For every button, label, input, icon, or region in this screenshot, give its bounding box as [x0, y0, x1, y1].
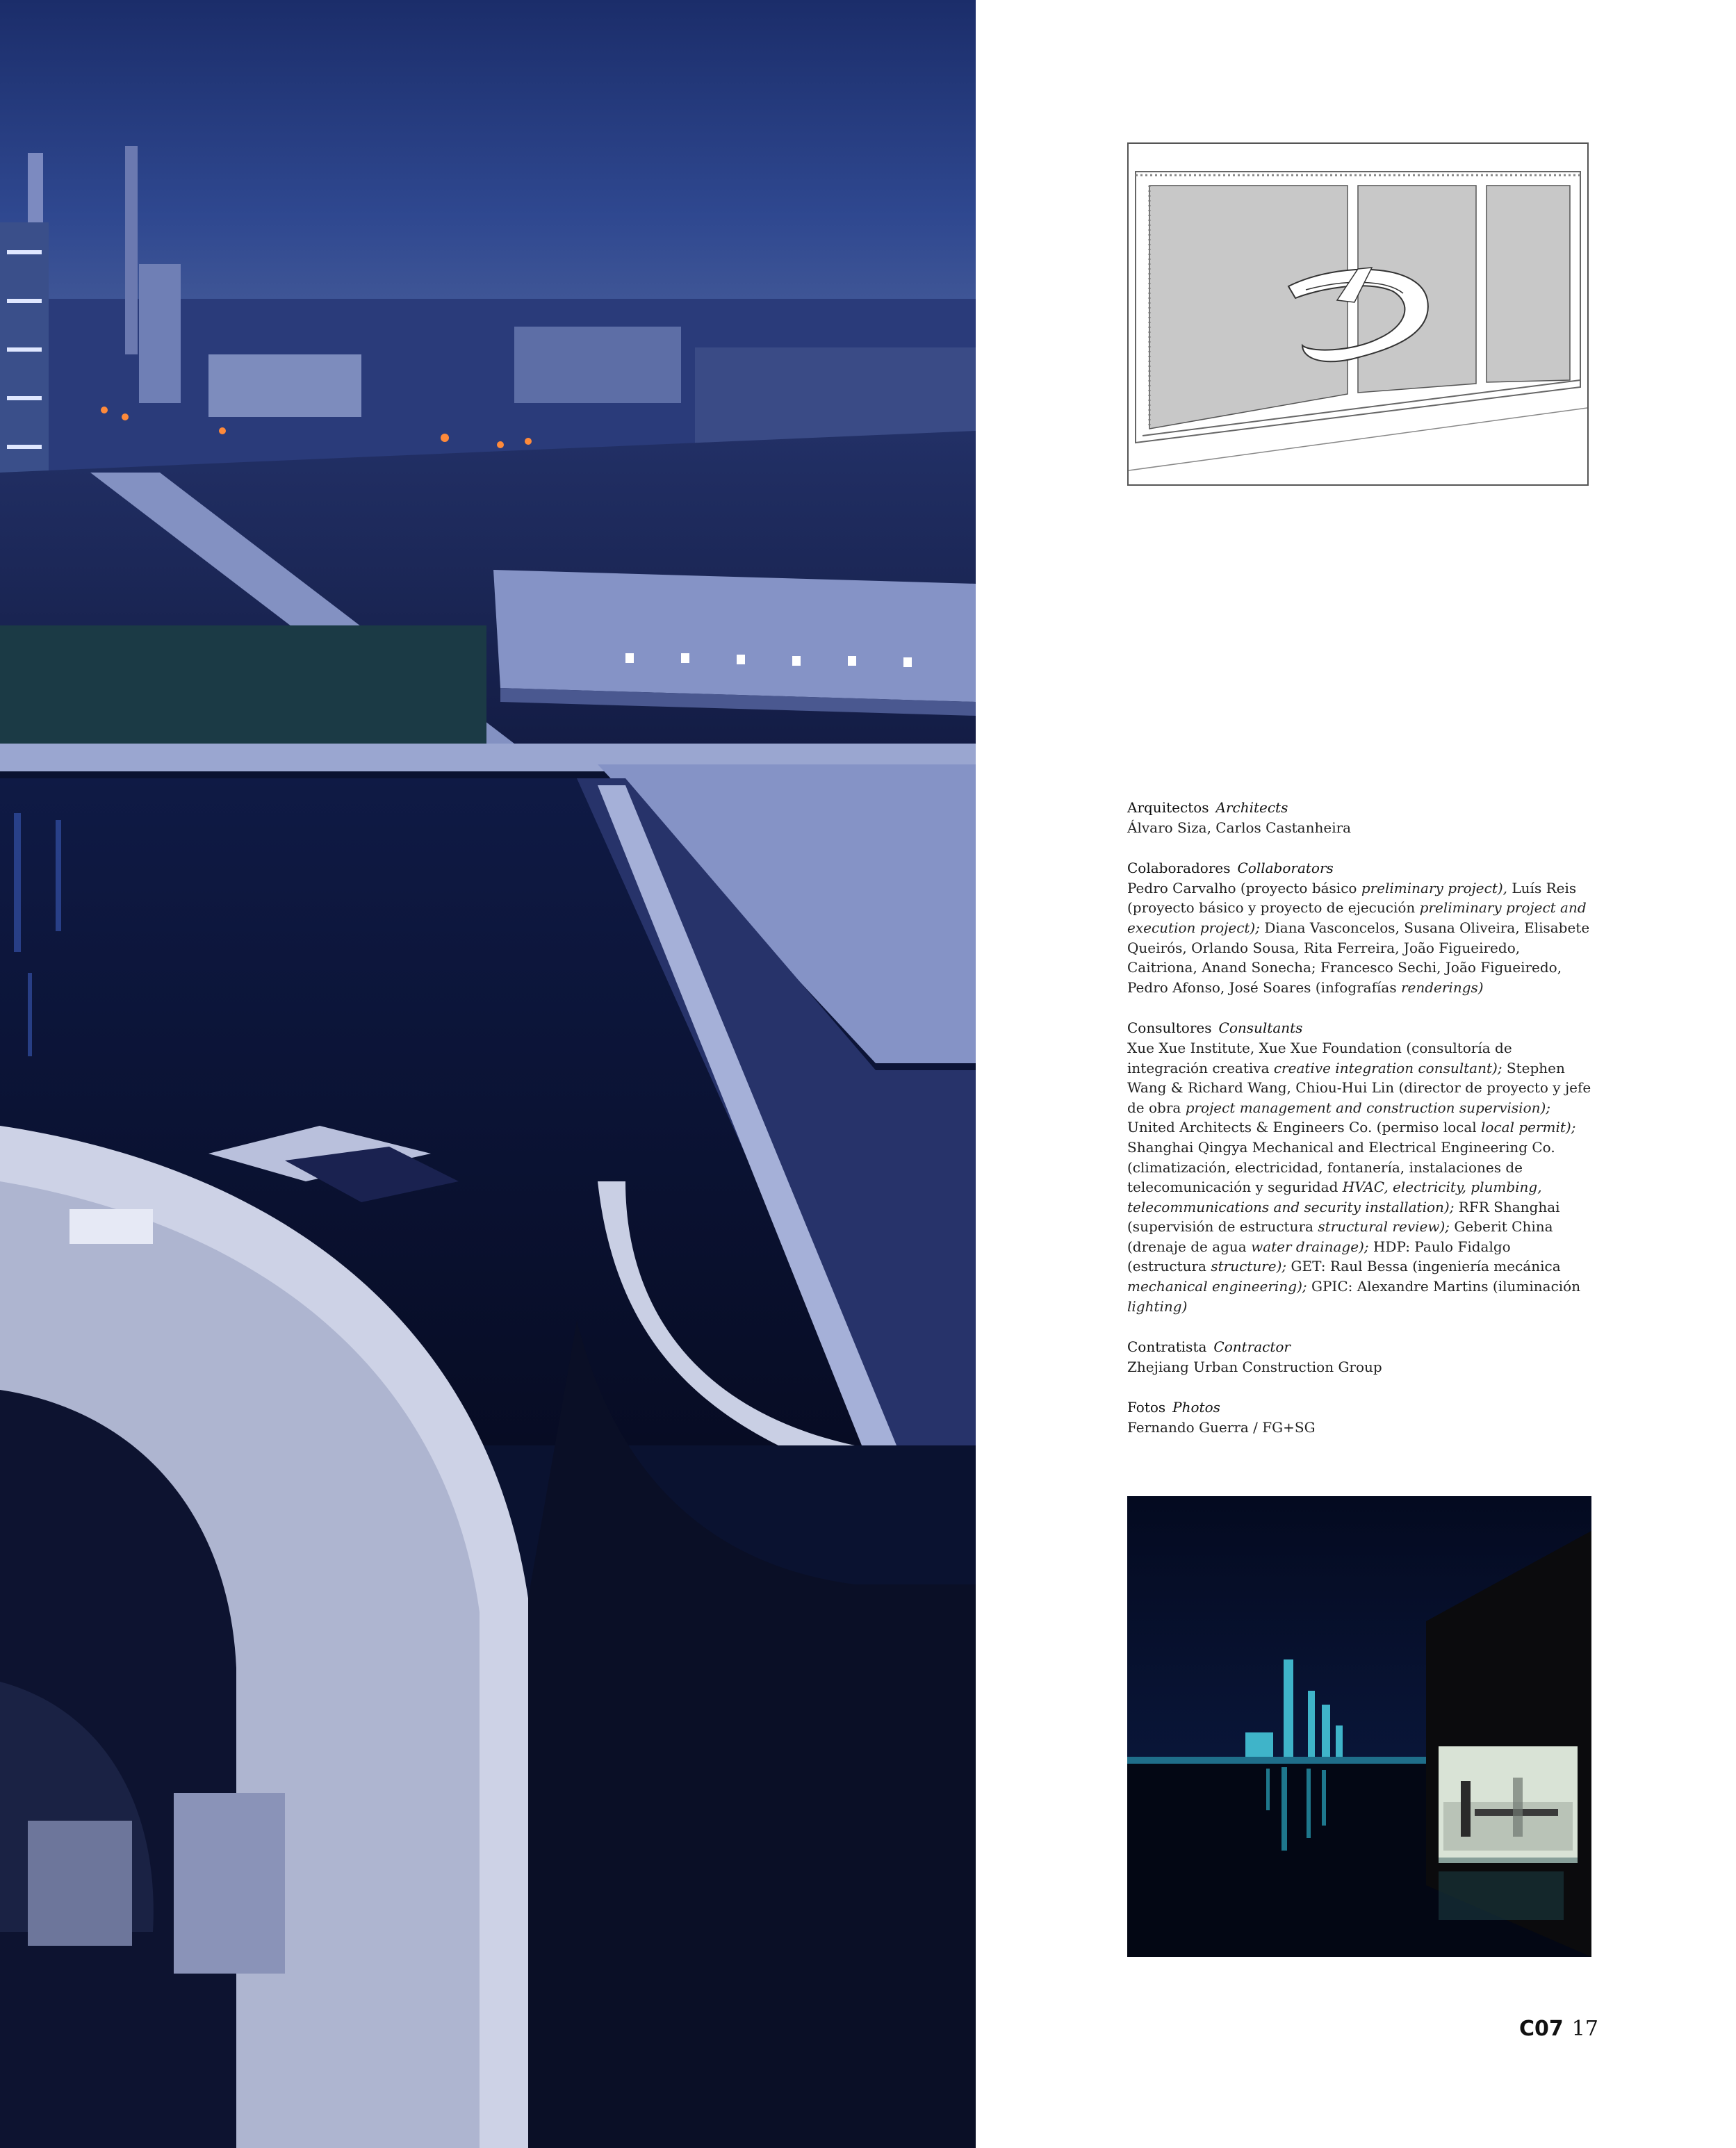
credit-text: HDP: Paulo Fidalgo (estructura: [1127, 1238, 1511, 1275]
credit-text: Shanghai Qingya Mechanical and Electrical Engineering Co. (climatización, electricidad, fontanería, instalaciones de telecomunicación y seguridad: [1127, 1138, 1555, 1196]
credit-body: [1127, 1038, 1593, 1316]
credit-body: Fernando Guerra / FG+SG: [1127, 1419, 1316, 1436]
title-en: Consultants: [1218, 1019, 1303, 1037]
credit-consultants: [1127, 1018, 1593, 1316]
credit-role-en: preliminary project),: [1361, 879, 1508, 896]
credit-role-en: structural review);: [1318, 1218, 1450, 1236]
credit-role-en: lighting): [1127, 1297, 1188, 1315]
credit-text: Pedro Carvalho (proyecto básico: [1127, 879, 1361, 896]
credit-title: [1127, 1397, 1593, 1418]
credit-role-en: HVAC, electricity, plumbing, telecommunications and security installation);: [1127, 1179, 1542, 1215]
title-es: Contratista: [1127, 1338, 1207, 1356]
site-plan-drawing: [1127, 142, 1589, 486]
credit-text: RFR Shanghai (supervisión de estructura: [1127, 1198, 1560, 1236]
title-es: Consultores: [1127, 1019, 1212, 1037]
page-number: 17: [1571, 2017, 1598, 2041]
credit-body: [1127, 878, 1593, 998]
title-es: Arquitectos: [1127, 799, 1209, 816]
credit-role-en: structure);: [1211, 1258, 1287, 1275]
project-credits: [1127, 798, 1593, 1459]
credit-role-en: water drainage);: [1251, 1238, 1369, 1255]
title-en: Architects: [1215, 799, 1288, 816]
credit-text: Stephen Wang & Richard Wang, Chiou-Hui Lin (director de proyecto y jefe de obra: [1127, 1059, 1591, 1116]
credit-title: [1127, 1337, 1593, 1357]
credit-text: Geberit China (drenaje de agua: [1127, 1218, 1553, 1255]
credit-title: [1127, 858, 1593, 878]
credit-text: GPIC: Alexandre Martins (iluminación: [1307, 1278, 1581, 1295]
title-en: Collaborators: [1237, 860, 1334, 877]
title-es: Colaboradores: [1127, 860, 1231, 877]
credit-title: [1127, 1018, 1593, 1038]
title-es: Fotos: [1127, 1399, 1166, 1416]
credit-body: Álvaro Siza, Carlos Castanheira: [1127, 819, 1352, 836]
credit-contractor: [1127, 1337, 1593, 1377]
credit-text: Diana Vasconcelos, Susana Oliveira, Elisabete Queirós, Orlando Sousa, Rita Ferreira, João Figueiredo, Caitriona, Anand Sonecha; Francesco Sechi, João Figueiredo, Pedro Afonso, José Soares (infografías: [1127, 919, 1590, 996]
credit-body: Zhejiang Urban Construction Group: [1127, 1358, 1382, 1375]
credit-collaborators: [1127, 858, 1593, 997]
title-en: Contractor: [1213, 1338, 1291, 1356]
credit-role-en: local permit);: [1481, 1119, 1576, 1136]
credit-text: Xue Xue Institute, Xue Xue Foundation (consultoría de integración creativa: [1127, 1039, 1512, 1076]
night-window-photo: [1127, 1496, 1591, 1957]
credit-role-en: creative integration consultant);: [1273, 1059, 1502, 1076]
credit-photos: [1127, 1397, 1593, 1437]
magazine-id: C07: [1519, 2017, 1564, 2041]
title-en: Photos: [1172, 1399, 1220, 1416]
credit-role-en: preliminary project and execution project);: [1127, 899, 1587, 936]
credit-title: [1127, 798, 1593, 818]
credit-architects: [1127, 798, 1593, 837]
credit-text: GET: Raul Bessa (ingeniería mecánica: [1286, 1258, 1561, 1275]
credit-role-en: renderings): [1400, 978, 1484, 996]
page-folio: [1519, 2017, 1598, 2041]
credit-text: Luís Reis (proyecto básico y proyecto de ejecución: [1127, 879, 1577, 917]
credit-text: United Architects & Engineers Co. (permiso local: [1127, 1119, 1482, 1136]
credit-role-en: mechanical engineering);: [1127, 1278, 1307, 1295]
credit-role-en: project management and construction supervision);: [1185, 1099, 1551, 1116]
